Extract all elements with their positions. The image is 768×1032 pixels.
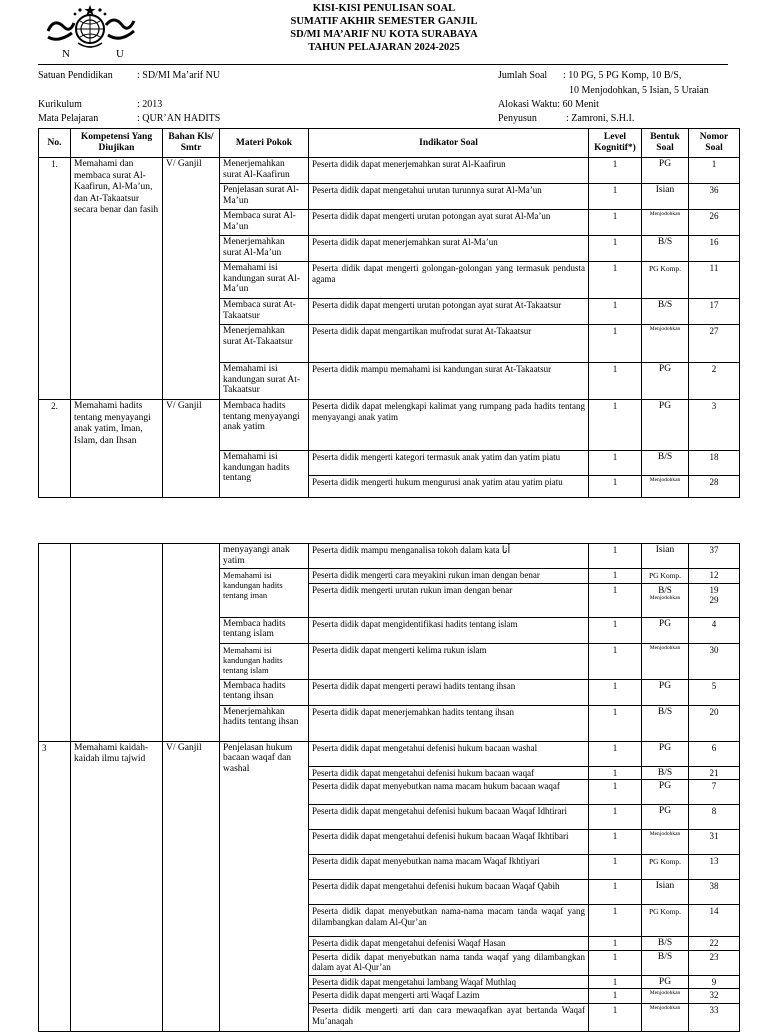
- cell-bentuk: [642, 905, 689, 937]
- cell-bentuk: [642, 325, 689, 363]
- bentuk-small: PG Komp.: [648, 907, 682, 916]
- cell-bentuk: [642, 262, 689, 299]
- cell-indikator: Peserta didik dapat mengetahui defenisi hukum bacaan Waqaf Ikhtibari: [309, 830, 589, 855]
- table-row: [39, 400, 740, 451]
- cell-level: 1: [589, 325, 642, 363]
- cell-nomor: 7: [689, 780, 740, 805]
- cell-no: 3: [39, 741, 71, 1032]
- cell-level: 1: [589, 766, 642, 780]
- cell-nomor: 17: [689, 299, 740, 325]
- cell-materi: Membaca surat At-Takaatsur: [220, 299, 309, 325]
- cell-indikator: Peserta didik dapat mengartikan mufrodat surat At-Takaatsur: [309, 325, 589, 363]
- cell-nomor: 5: [689, 679, 740, 705]
- bentuk-small: Menjodohkan: [649, 644, 681, 651]
- cell-nomor: 14: [689, 905, 740, 937]
- meta-satuan: [38, 70, 220, 82]
- cell-indikator: Peserta didik dapat mengetahui defenisi Waqaf Hasan: [309, 937, 589, 951]
- table-header-row: [39, 129, 740, 158]
- meta-value: : 60 Menit: [557, 99, 599, 110]
- cell-indikator: Peserta didik dapat menyebutkan nama macam hukum bacaan waqaf: [309, 780, 589, 805]
- cell-nomor: [689, 583, 740, 617]
- meta-kurikulum: [38, 99, 162, 111]
- cell-level: 1: [589, 780, 642, 805]
- cell-materi: Memahami isi kandungan surat Al-Ma’un: [220, 262, 309, 299]
- bentuk-text: B/S: [658, 584, 672, 595]
- header-bentuk: Bentuk Soal: [642, 129, 689, 158]
- cell-bentuk: B/S: [642, 451, 689, 476]
- cell-nomor: 8: [689, 805, 740, 830]
- cell-indikator: Peserta didik dapat mengerti golongan-golongan yang termasuk pendusta agama: [309, 262, 589, 299]
- meta-label: Satuan Pendidikan: [38, 70, 113, 81]
- cell-indikator: Peserta didik dapat mengetahui defenisi hukum bacaan washal: [309, 741, 589, 766]
- cell-bentuk: [642, 830, 689, 855]
- meta-label: Mata Pelajaran: [38, 113, 99, 124]
- cell-level: 1: [589, 830, 642, 855]
- cell-nomor: 3: [689, 400, 740, 451]
- bentuk-small: Menjodohkan: [649, 595, 681, 601]
- cell-indikator: Peserta didik dapat menerjemahkan surat Al-Kaafirun: [309, 158, 589, 184]
- title-line-4: TAHUN PELAJARAN 2024-2025: [308, 42, 460, 53]
- cell-indikator: Peserta didik dapat mengetahui lambang Waqaf Muthlaq: [309, 975, 589, 989]
- cell-materi: Memahami isi kandungan surat At-Takaatsur: [220, 363, 309, 400]
- cell-indikator: Peserta didik dapat mengetahui defenisi hukum bacaan Waqaf Idhtirari: [309, 805, 589, 830]
- table-row: [39, 544, 740, 569]
- cell-nomor: 37: [689, 544, 740, 569]
- cell-indikator: Peserta didik mengerti arti dan cara mewaqafkan ayat bertanda Waqaf Mu’anaqah: [309, 1004, 589, 1032]
- cell-level: 1: [589, 643, 642, 679]
- cell-level: 1: [589, 741, 642, 766]
- cell-nomor: 27: [689, 325, 740, 363]
- meta-value: : SD/MI Ma’arif NU: [137, 70, 221, 81]
- meta-label: Alokasi Waktu: [498, 99, 558, 110]
- nomor-text-2: 29: [709, 595, 719, 605]
- cell-materi: Membaca hadits tentang ihsan: [220, 679, 309, 705]
- document-page-1: [0, 0, 768, 500]
- bentuk-small: Menjodohkan: [649, 477, 681, 483]
- page-gap: [0, 500, 768, 540]
- cell-nomor: 13: [689, 855, 740, 880]
- cell-level: 1: [589, 262, 642, 299]
- cell-level: 1: [589, 1004, 642, 1032]
- header-level: Level Kognitif*): [589, 129, 642, 158]
- logo-letter-n: N: [62, 48, 70, 59]
- bentuk-small: PG Komp.: [648, 857, 682, 866]
- cell-materi: Menerjemahkan hadits tentang ihsan: [220, 705, 309, 741]
- cell-indikator: Peserta didik dapat mengerti urutan potongan ayat surat Al-Ma’un: [309, 210, 589, 236]
- cell-materi: Membaca surat Al-Ma’un: [220, 210, 309, 236]
- header-kompetensi: Kompetensi Yang Diujikan: [71, 129, 163, 158]
- cell-indikator: Peserta didik dapat menerjemahkan surat Al-Ma’un: [309, 236, 589, 262]
- cell-level: 1: [589, 805, 642, 830]
- cell-bentuk: [642, 643, 689, 679]
- cell-nomor: 12: [689, 569, 740, 584]
- cell-level: 1: [589, 679, 642, 705]
- cell-nomor: 21: [689, 766, 740, 780]
- cell-level: 1: [589, 569, 642, 584]
- bentuk-small: Menjodohkan: [649, 831, 681, 837]
- arabic-word: أنا: [501, 545, 511, 556]
- cell-materi: Memahami isi kandungan hadits tentang: [220, 451, 309, 498]
- meta-alokasi: [498, 99, 599, 111]
- cell-indikator: Peserta didik mengerti cara meyakini rukun iman dengan benar: [309, 569, 589, 584]
- cell-materi: Memahami isi kandungan hadits tentang iman: [220, 569, 309, 618]
- cell-materi: Penjelasan surat Al-Ma’un: [220, 184, 309, 210]
- cell-bentuk: Isian: [642, 184, 689, 210]
- cell-materi: Menerjemahkan surat Al-Kaafirun: [220, 158, 309, 184]
- meta-label: Jumlah Soal: [498, 70, 548, 81]
- cell-indikator: Peserta didik mengerti kategori termasuk anak yatim dan yatim piatu: [309, 451, 589, 476]
- cell-indikator: Peserta didik dapat menyebutkan nama-nama macam tanda waqaf yang dilambangkan dalam Al-Qur’an: [309, 905, 589, 937]
- nomor-text: 19: [709, 584, 719, 595]
- table-row: [39, 741, 740, 766]
- cell-nomor: 6: [689, 741, 740, 766]
- nu-logo: [44, 3, 136, 59]
- cell-nomor: 9: [689, 975, 740, 989]
- header-bahan: Bahan Kls/ Smtr: [163, 129, 220, 158]
- cell-indikator: Peserta didik dapat mengerti kelima rukun islam: [309, 643, 589, 679]
- logo-letter-u: U: [116, 48, 124, 59]
- cell-indikator: Peserta didik dapat mengetahui defenisi hukum bacaan waqaf: [309, 766, 589, 780]
- cell-nomor: 20: [689, 705, 740, 741]
- cell-indikator: Peserta didik dapat mengerti urutan potongan ayat surat At-Takaatsur: [309, 299, 589, 325]
- cell-bentuk: Isian: [642, 544, 689, 569]
- cell-level: 1: [589, 236, 642, 262]
- cell-materi: Menerjemahkan surat Al-Ma’un: [220, 236, 309, 262]
- cell-bentuk: [642, 1004, 689, 1032]
- cell-materi: Menerjemahkan surat At-Takaatsur: [220, 325, 309, 363]
- cell-level: 1: [589, 855, 642, 880]
- cell-nomor: 30: [689, 643, 740, 679]
- cell-level: 1: [589, 400, 642, 451]
- cell-indikator: Peserta didik dapat mengerti arti Waqaf Lazim: [309, 989, 589, 1004]
- cell-bentuk: [642, 569, 689, 584]
- header-divider: [38, 64, 728, 65]
- cell-bentuk: PG: [642, 617, 689, 643]
- meta-label: Kurikulum: [38, 99, 82, 110]
- header-no: No.: [39, 129, 71, 158]
- cell-bentuk: PG: [642, 158, 689, 184]
- cell-indikator: Peserta didik mengerti urutan rukun iman dengan benar: [309, 583, 589, 617]
- cell-bentuk: B/S: [642, 299, 689, 325]
- cell-nomor: 38: [689, 880, 740, 905]
- cell-materi: Membaca hadits tentang menyayangi anak yatim: [220, 400, 309, 451]
- cell-indikator: Peserta didik dapat melengkapi kalimat yang rumpang pada hadits tentang menyayangi anak yatim: [309, 400, 589, 451]
- cell-nomor: 32: [689, 989, 740, 1004]
- cell-indikator: Peserta didik dapat mengerti perawi hadits tentang ihsan: [309, 679, 589, 705]
- cell-level: 1: [589, 583, 642, 617]
- cell-bahan: V/ Ganjil: [163, 400, 220, 498]
- cell-nomor: 33: [689, 1004, 740, 1032]
- cell-level: 1: [589, 705, 642, 741]
- cell-bentuk: [642, 476, 689, 498]
- cell-no: 2.: [39, 400, 71, 498]
- bentuk-small: Menjodohkan: [649, 326, 681, 332]
- cell-nomor: 22: [689, 937, 740, 951]
- title-line-1: KISI-KISI PENULISAN SOAL: [312, 3, 456, 14]
- cell-bentuk: B/S: [642, 766, 689, 780]
- cell-materi: Membaca hadits tentang islam: [220, 617, 309, 643]
- cell-bentuk: [642, 989, 689, 1004]
- cell-bentuk: PG: [642, 975, 689, 989]
- cell-no: 1.: [39, 158, 71, 400]
- cell-materi: Penjelasan hukum bacaan waqaf dan washal: [220, 741, 309, 1032]
- cell-nomor: 11: [689, 262, 740, 299]
- document-page-2: [0, 540, 768, 1024]
- cell-bentuk: PG: [642, 780, 689, 805]
- bentuk-small: PG Komp.: [648, 264, 682, 273]
- cell-nomor: 23: [689, 950, 740, 975]
- cell-level: 1: [589, 989, 642, 1004]
- cell-level: 1: [589, 158, 642, 184]
- cell-kompetensi: Memahami hadits tentang menyayangi anak yatim, Iman, Islam, dan Ihsan: [71, 400, 163, 498]
- title-line-2: SUMATIF AKHIR SEMESTER GANJIL: [290, 16, 478, 27]
- meta-value: : QUR’AN HADITS: [137, 113, 221, 124]
- cell-nomor: 28: [689, 476, 740, 498]
- meta-mapel: [38, 113, 220, 125]
- cell-nomor: 4: [689, 617, 740, 643]
- meta-value: : 2013: [137, 99, 163, 110]
- cell-bentuk: [642, 583, 689, 617]
- bentuk-small: Menjodohkan: [649, 990, 681, 996]
- table-row: [39, 158, 740, 184]
- cell-indikator: Peserta didik dapat mengetahui defenisi hukum bacaan Waqaf Qabih: [309, 880, 589, 905]
- cell-level: 1: [589, 937, 642, 951]
- meta-value: : Zamroni, S.H.I.: [566, 113, 635, 124]
- meta-value: : 10 PG, 5 PG Komp, 10 B/S,: [563, 70, 682, 81]
- cell-bentuk: Isian: [642, 880, 689, 905]
- cell-level: 1: [589, 299, 642, 325]
- cell-kompetensi: Memahami dan membaca surat Al-Kaafirun, Al-Ma’un, dan At-Takaatsur secara benar dan fasih: [71, 158, 163, 400]
- title-line-3: SD/MI MA’ARIF NU KOTA SURABAYA: [290, 29, 478, 40]
- meta-jumlah-cont: [569, 85, 709, 97]
- bentuk-small: Menjodohkan: [649, 211, 681, 217]
- cell-level: 1: [589, 975, 642, 989]
- header-materi: Materi Pokok: [220, 129, 309, 158]
- header-indikator: Indikator Soal: [309, 129, 589, 158]
- cell-level: 1: [589, 210, 642, 236]
- cell-kompetensi: [71, 544, 163, 742]
- cell-indikator: Peserta didik mengerti hukum mengurusi anak yatim atau yatim piatu: [309, 476, 589, 498]
- cell-nomor: 31: [689, 830, 740, 855]
- cell-indikator: Peserta didik dapat menyebutkan nama tanda waqaf yang dilambangkan dalam ayat Al-Qur’an: [309, 950, 589, 975]
- cell-indikator: Peserta didik mampu memahami isi kandungan surat At-Takaatsur: [309, 363, 589, 400]
- cell-level: 1: [589, 363, 642, 400]
- meta-label: Penyusun: [498, 113, 537, 124]
- cell-bentuk: [642, 210, 689, 236]
- cell-bentuk: B/S: [642, 937, 689, 951]
- meta-penyusun: [498, 113, 634, 125]
- indikator-text: Peserta didik mampu menganalisa tokoh dalam kata: [312, 545, 500, 555]
- cell-indikator: Peserta didik dapat menerjemahkan hadits tentang ihsan: [309, 705, 589, 741]
- cell-level: 1: [589, 476, 642, 498]
- cell-level: 1: [589, 617, 642, 643]
- cell-indikator: Peserta didik dapat mengetahui urutan turunnya surat Al-Ma’un: [309, 184, 589, 210]
- cell-bentuk: B/S: [642, 236, 689, 262]
- cell-bentuk: PG: [642, 363, 689, 400]
- kisi-table-page-1: [38, 128, 740, 498]
- cell-materi: Memahami isi kandungan hadits tentang islam: [220, 643, 309, 679]
- kisi-table-page-2: [38, 543, 740, 1032]
- cell-bentuk: PG: [642, 679, 689, 705]
- cell-materi: menyayangi anak yatim: [220, 544, 309, 569]
- cell-indikator: [309, 544, 589, 569]
- cell-nomor: 2: [689, 363, 740, 400]
- cell-kompetensi: Memahami kaidah-kaidah ilmu tajwid: [71, 741, 163, 1032]
- cell-bahan: V/ Ganjil: [163, 741, 220, 1032]
- cell-level: 1: [589, 905, 642, 937]
- cell-bentuk: [642, 855, 689, 880]
- meta-jumlah: [498, 70, 681, 82]
- cell-no: [39, 544, 71, 742]
- cell-level: 1: [589, 451, 642, 476]
- cell-nomor: 18: [689, 451, 740, 476]
- cell-nomor: 26: [689, 210, 740, 236]
- cell-bentuk: B/S: [642, 705, 689, 741]
- bentuk-small: PG Komp.: [648, 571, 682, 580]
- cell-nomor: 36: [689, 184, 740, 210]
- cell-level: 1: [589, 880, 642, 905]
- cell-bahan: V/ Ganjil: [163, 158, 220, 400]
- cell-bentuk: PG: [642, 805, 689, 830]
- document-header: [0, 0, 768, 66]
- cell-nomor: 16: [689, 236, 740, 262]
- cell-bentuk: PG: [642, 400, 689, 451]
- header-nomor: Nomor Soal: [689, 129, 740, 158]
- cell-bentuk: PG: [642, 741, 689, 766]
- document-title: [150, 2, 618, 54]
- meta-value: 10 Menjodohkan, 5 Isian, 5 Uraian: [569, 85, 709, 96]
- cell-level: 1: [589, 184, 642, 210]
- cell-bentuk: B/S: [642, 950, 689, 975]
- cell-indikator: Peserta didik dapat menyebutkan nama macam Waqaf Ikhtiyari: [309, 855, 589, 880]
- cell-bahan: [163, 544, 220, 742]
- cell-level: 1: [589, 544, 642, 569]
- cell-indikator: Peserta didik dapat mengidentifikasi hadits tentang islam: [309, 617, 589, 643]
- bentuk-small: Menjodohkan: [649, 1005, 681, 1011]
- cell-nomor: 1: [689, 158, 740, 184]
- cell-level: 1: [589, 950, 642, 975]
